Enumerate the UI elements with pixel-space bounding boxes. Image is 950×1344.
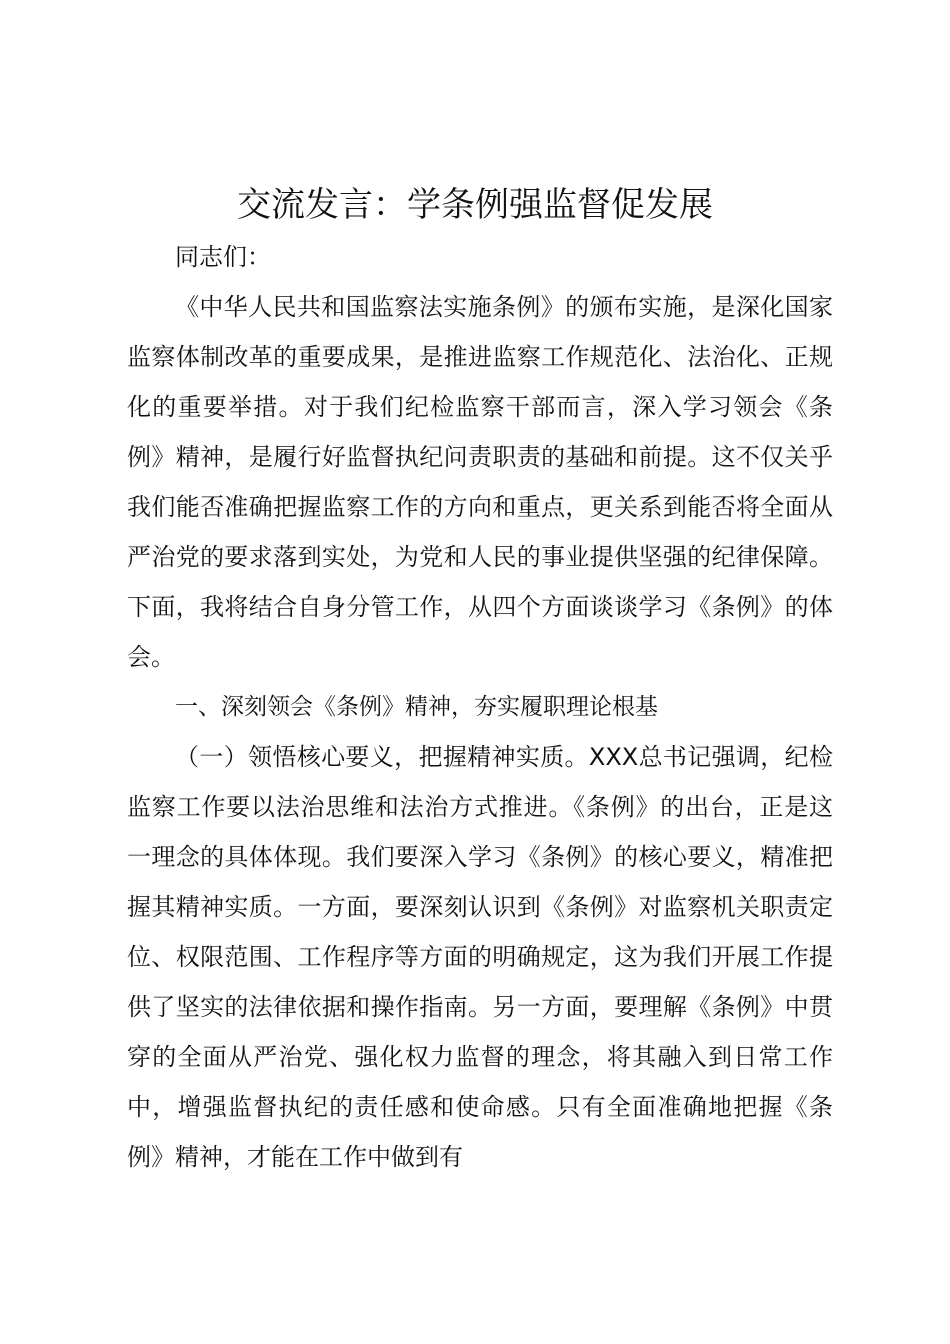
document-body — [127, 232, 833, 1182]
document-title: 交流发言：学条例强监督促发展 — [237, 185, 713, 225]
intro-paragraph: 《中华人民共和国监察法实施条例》的颁布实施，是深化国家监察体制改革的重要成果，是推进监察工作规范化、法治化、正规化的重要举措。对于我们纪检监察干部而言，深入学习领会《条例》精神，是履行好监督执纪问责职责的基础和前提。这不仅关乎我们能否准确把握监察工作的方向和重点，更关系到能否将全面从严治党的要求落到实处，为党和人民的事业提供坚强的纪律保障。下面，我将结合自身分管工作，从四个方面谈谈学习《条例》的体会。 — [127, 293, 833, 671]
section-heading: 一、深刻领会《条例》精神，夯实履职理论根基 — [175, 694, 658, 720]
salutation: 同志们： — [175, 243, 271, 271]
subsection-paragraph: （一）领悟核心要义，把握精神实质。XXX总书记强调，纪检监察工作要以法治思维和法治方式推进。《条例》的出台，正是这一理念的具体体现。我们要深入学习《条例》的核心要义，精准把握其精神实质。一方面，要深刻认识到《条例》对监察机关职责定位、权限范围、工作程序等方面的明确规定，这为我们开展工作提供了坚实的法律依据和操作指南。另一方面，要理解《条例》中贯穿的全面从严治党、强化权力监督的理念，将其融入到日常工作中，增强监督执纪的责任感和使命感。只有全面准确地把握《条例》精神，才能在工作中做到有 — [127, 743, 833, 1171]
